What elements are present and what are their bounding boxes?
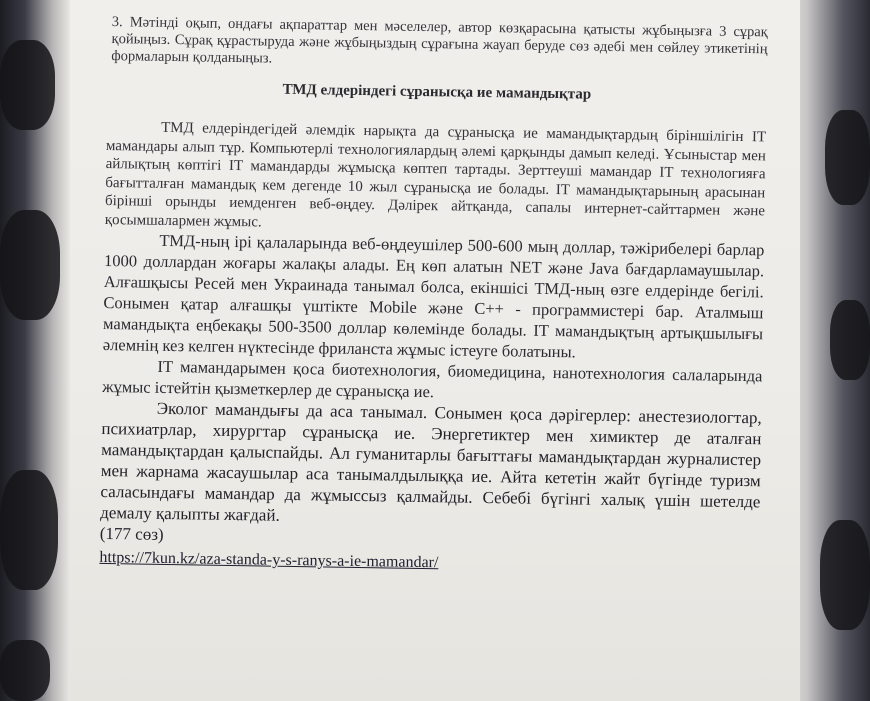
ink-blot bbox=[0, 40, 55, 130]
ink-blot bbox=[0, 210, 60, 320]
document-page bbox=[70, 0, 800, 701]
ink-blot bbox=[0, 640, 50, 701]
text-title: ТМД елдеріндегі сұранысқа ие мамандықтар bbox=[282, 81, 592, 103]
task-instruction: 3. Мәтінді оқып, ондағы ақпараттар мен мәселелер, автор көзқарасына қатысты жұбыңызға 3 сұрақ қойыңыз. Сұрақ құрастыруда және жұбыңыздың сұрағына жауап беруде сөз әдебі мен сөйлеу этикетінің формаларын қолданыңыз. bbox=[111, 14, 768, 67]
paragraph-1: ТМД елдеріндегідей әлемдік нарықта да сұранысқа ие мамандықтардың біріншілігін IT мамандары алып тұр. Компьютерлі технологиялардың әлемі қарқынды дамып келеді. Ұсыныстар мен айлықтың көптігі IT мамандарды жұмысқа көптеп тартады. Зерттеуші мамандар IT технологияға бағытталған мамандық кем дегенде 10 жыл сұранысқа ие болады. IT мамандықтарының арасынан бірінші орынды иемденген веб-өңдеу. Дәлірек айтқанда, сапалы интернет-сайттармен және қосымшалармен жұмыс. bbox=[104, 119, 767, 230]
ink-blot bbox=[830, 300, 870, 380]
document-content bbox=[99, 14, 768, 579]
source-link[interactable]: https://7kun.kz/aza-standa-y-s-ranys-a-ie-mamandar/ bbox=[99, 548, 439, 572]
paragraph-3: IT мамандарымен қоса биотехнология, биомедицина, нанотехнология салаларында жұмыс істейтін қызметкерлер де сұранысқа ие. bbox=[101, 356, 763, 402]
ink-blot bbox=[825, 110, 870, 205]
word-count: (177 сөз) bbox=[99, 523, 164, 544]
paragraph-4: Эколог мамандығы да аса танымал. Сонымен қоса дәрігерлер: анестезиологтар, психиатрлар, хирургтар сұранысқа ие. Энергетиктер мен химиктер де аталған мамандықтардан қалыспайды. Ал гуманитарлы бағыттағы мамандықтардан журналистер мен жарнама жасаушылар аса танымалдылыққа ие. Айта кететін жайт бүгінде туризм саласындағы мамандар да жұмыссыз қалмайды. Себебі бүгінгі халық үшін шетелде демалу қалыпты жағдай. bbox=[100, 398, 762, 525]
ink-blot bbox=[820, 520, 870, 630]
ink-blot bbox=[0, 470, 58, 590]
paragraph-2: ТМД-ның ірі қалаларында веб-өңдеушілер 500-600 мың доллар, тәжірибелері барлар 1000 доллардан жоғары жалақы алады. Ең көп алатын NET және Java бағдарламаушылар. Алғашқысы Ресей мен Украинада танымал болса, екіншісі ТМД-ның өзге елдерінде бегілі. Сонымен қатар алғашқы үштікте Mobile және С++ - программистері бар. Аталмыш мамандықта еңбекақы 500-3500 доллар көлемінде болады. IT мамандықтың артықшылығы әлемнің кез келген нүктесінде фриланста жұмыс істеуге болатыны. bbox=[102, 230, 765, 362]
